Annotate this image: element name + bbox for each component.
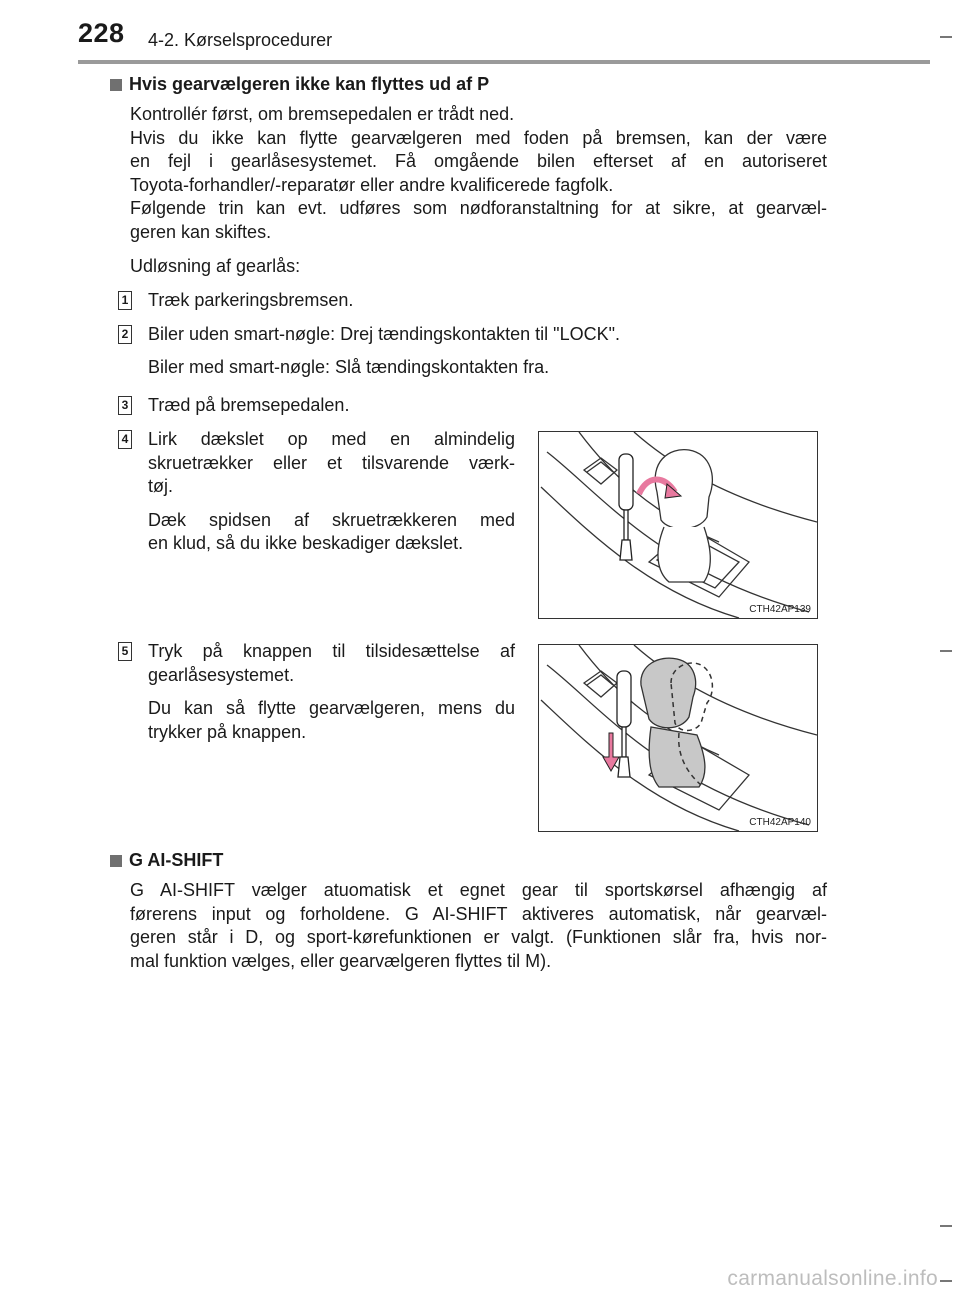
step-text: Træd på bremsepedalen. (148, 395, 350, 415)
step-text: gearlåsesystemet. (148, 664, 295, 685)
step-number: 2 (118, 325, 132, 344)
section-heading-g-ai-shift (110, 850, 223, 871)
section-title: 4-2. Kørselsprocedurer (148, 30, 333, 50)
step-text: en klud, så du ikke beskadiger dækslet. (148, 533, 464, 553)
step-number: 1 (118, 291, 132, 310)
step-number: 4 (118, 430, 132, 449)
heading-text: Hvis gearvælgeren ikke kan flyttes ud af P (129, 74, 490, 94)
step-text: Lirk dækslet op med en almindelig (148, 429, 515, 449)
step-text: Træk parkeringsbremsen. (148, 290, 354, 310)
intro-line: Kontrollér først, om bremsepedalen er trådt ned. (130, 104, 515, 124)
intro-line: Toyota-forhandler/-reparatør eller andre kvalificerede fagfolk. (130, 174, 614, 195)
g-ai-shift-paragraph (130, 879, 827, 973)
square-bullet-icon (110, 855, 122, 867)
release-label (130, 255, 827, 279)
header-rule (78, 60, 930, 64)
step-text: Biler uden smart-nøgle: Drej tændingskontakten til "LOCK". (148, 324, 620, 344)
crop-mark (940, 1280, 952, 1282)
crop-mark (940, 650, 952, 652)
intro-paragraph (130, 103, 827, 244)
figure-shift-lock-release (538, 644, 818, 832)
intro-line: en fejl i gearlåsesystemet. Få omgående bilen efterset af en autoriseret (130, 151, 827, 171)
step-text: Biler med smart-nøgle: Slå tændingskontakten fra. (148, 357, 550, 377)
square-bullet-icon (110, 79, 122, 91)
body-line: geren står i D, og sport-kørefunktionen er valgt. (Funktionen slår fra, hvis nor- (130, 927, 827, 947)
figure-shift-lever-cover (538, 431, 818, 619)
body-line: mal funktion vælges, eller gearvælgeren flyttes til M). (130, 950, 552, 971)
release-label-text: Udløsning af gearlås: (130, 256, 301, 276)
page-number: 228 (78, 18, 125, 48)
section-heading-gear-lock (110, 74, 489, 95)
heading-text: G AI-SHIFT (129, 850, 224, 870)
intro-line: Hvis du ikke kan flytte gearvælgeren med foden på bremsen, kan der være (130, 127, 827, 148)
body-line: førerens input og forholdene. G AI-SHIFT aktiveres automatisk, når gearvæl- (130, 903, 827, 924)
shift-lever-illustration-1 (539, 432, 817, 618)
step-text: Dæk spidsen af skruetrækkeren med (148, 509, 515, 530)
step-number: 3 (118, 396, 132, 415)
step-text-block (148, 428, 515, 556)
step-number: 5 (118, 642, 132, 661)
step-text: Tryk på knappen til tilsidesættelse af (148, 641, 515, 661)
shift-lever-illustration-2 (539, 645, 817, 831)
figure-code: CTH42AP139 (749, 604, 811, 615)
figure-code: CTH42AP140 (749, 817, 811, 828)
intro-line: Følgende trin kan evt. udføres som nødforanstaltning for at sikre, at gearvæl- (130, 198, 827, 218)
crop-mark (940, 1225, 952, 1227)
crop-mark (940, 36, 952, 38)
step-text: skruetrækker eller et tilsvarende værk- (148, 452, 515, 473)
watermark: carmanualsonline.info (727, 1267, 938, 1290)
step-text: tøj. (148, 476, 173, 496)
body-line: G AI-SHIFT vælger atuomatisk et egnet gear til sportskørsel afhængig af (130, 880, 827, 900)
intro-line: geren kan skiftes. (130, 221, 272, 242)
step-text: Du kan så flytte gearvælgeren, mens du (148, 698, 515, 718)
step-text: trykker på knappen. (148, 721, 307, 742)
step-text-block (148, 640, 515, 744)
